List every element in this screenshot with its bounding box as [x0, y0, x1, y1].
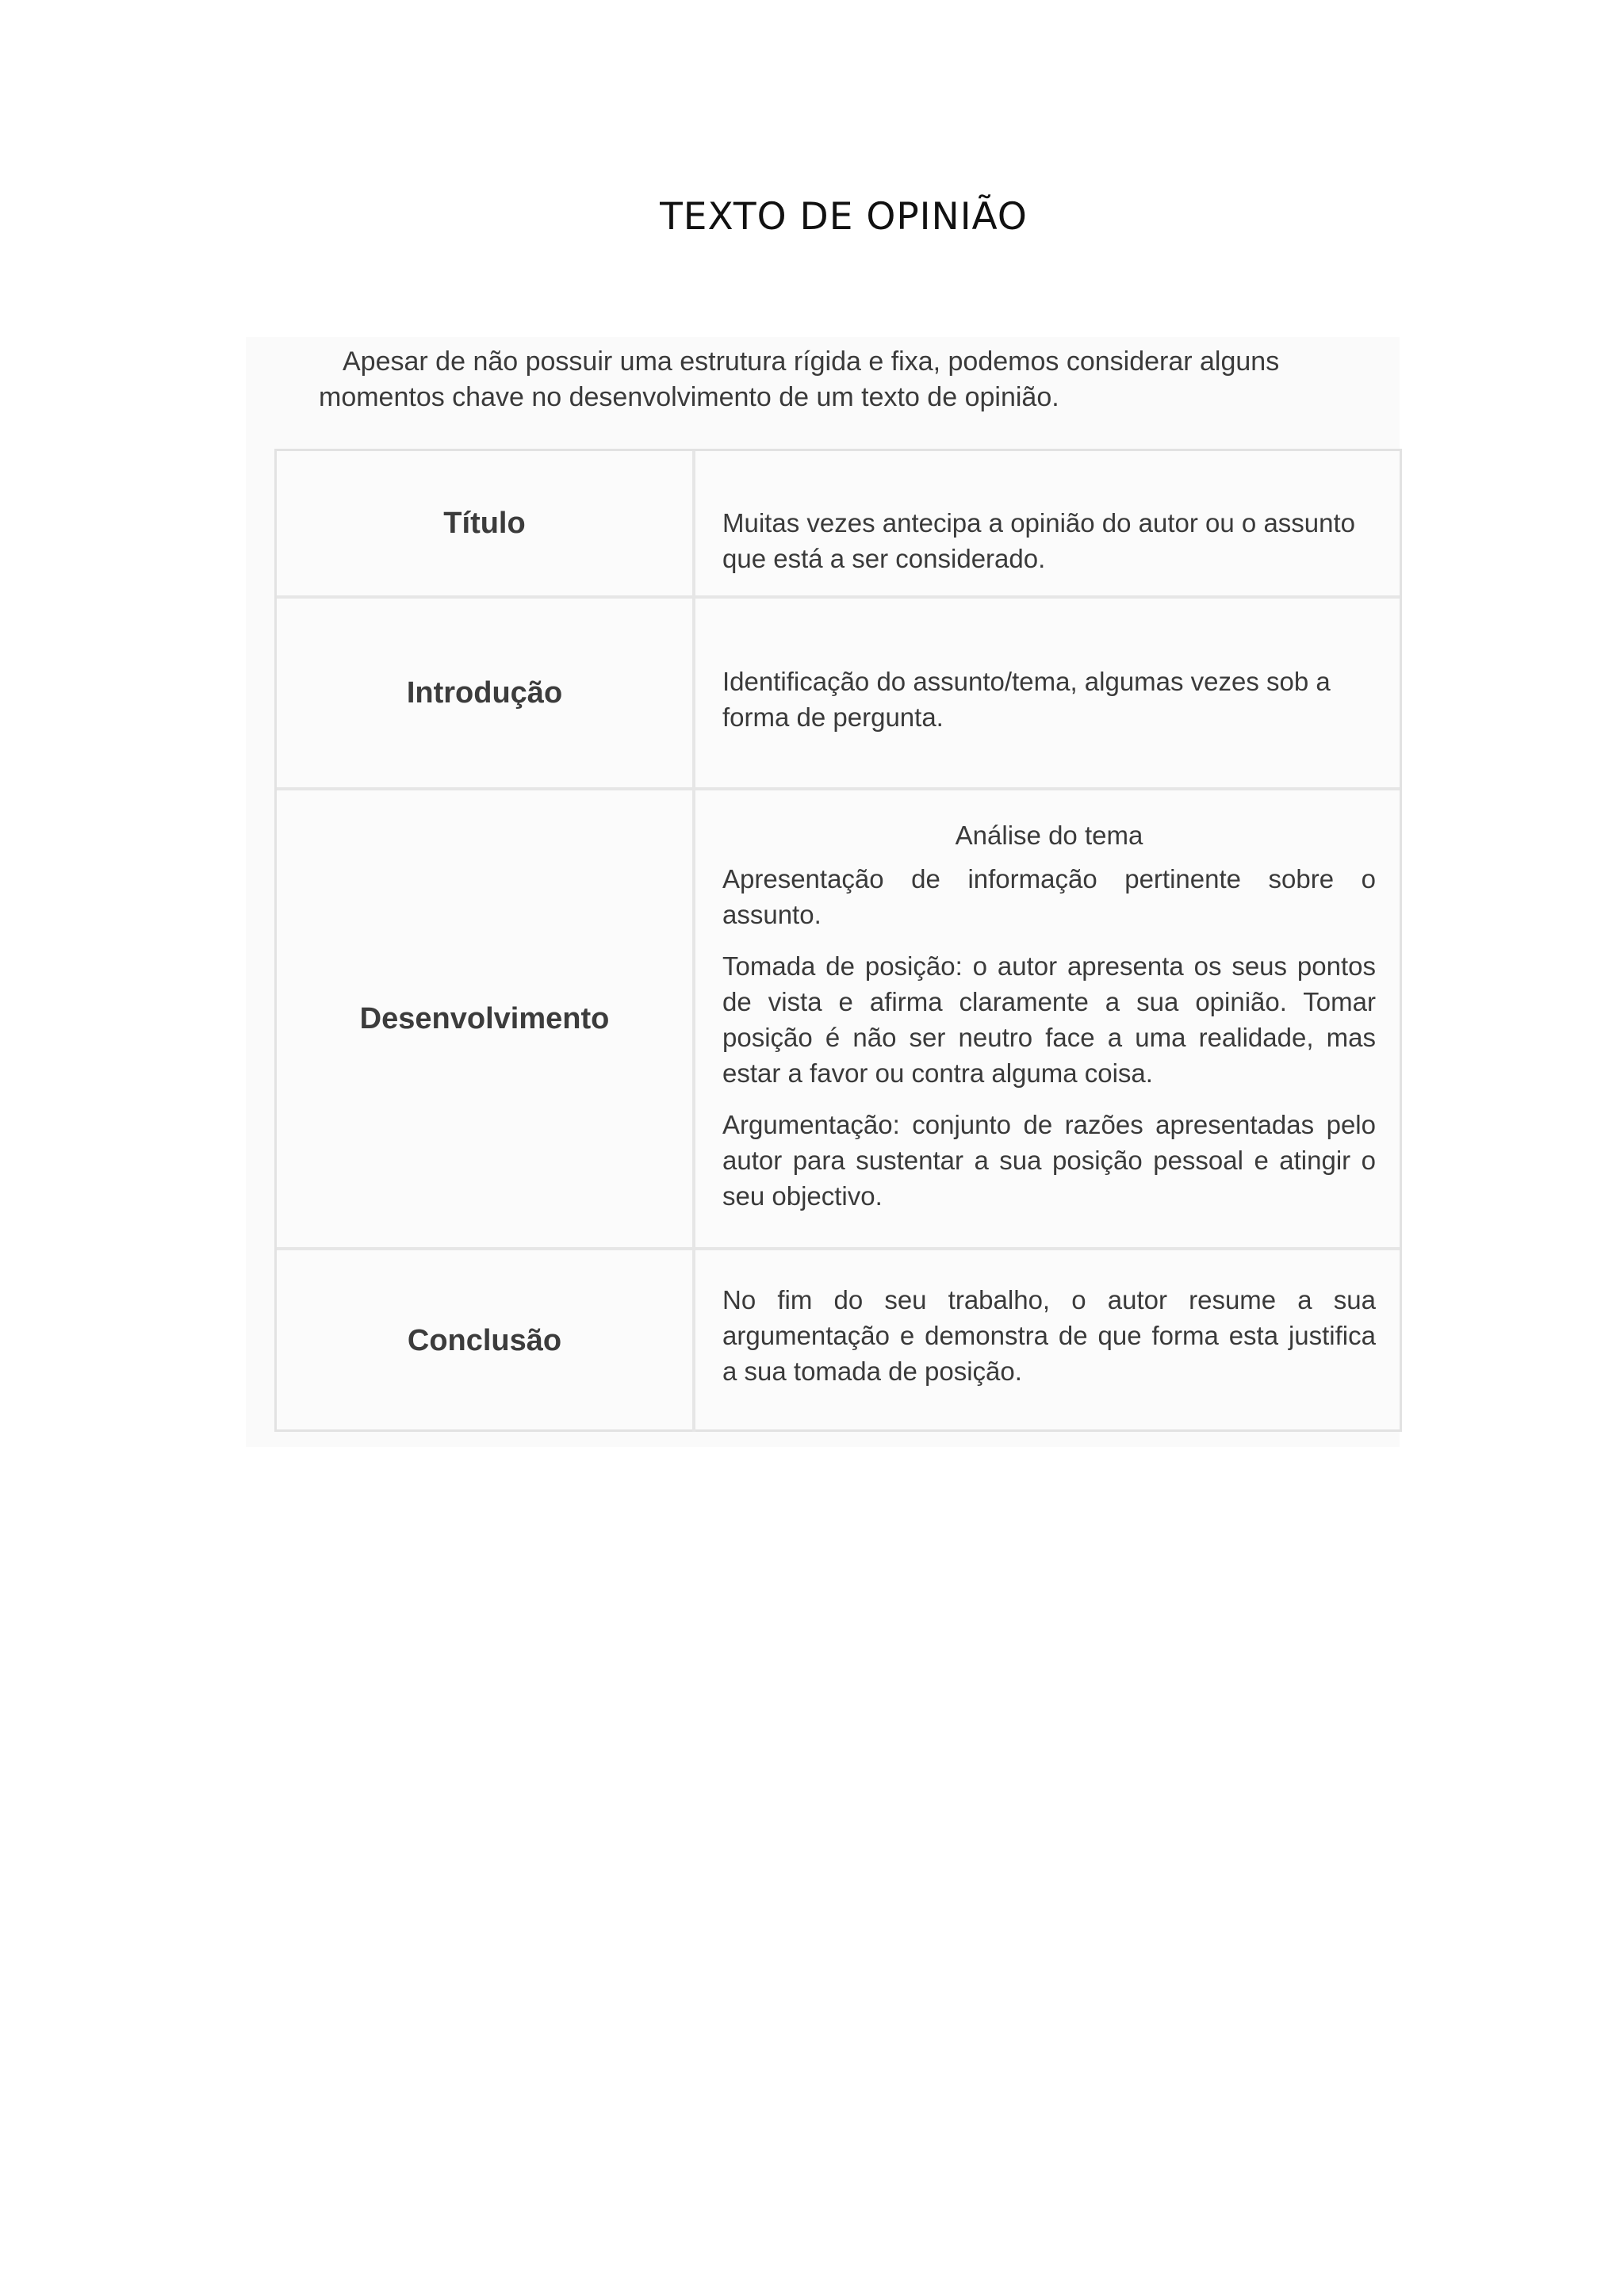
page-title: TEXTO DE OPINIÃO	[660, 195, 1028, 239]
row-description	[695, 451, 1400, 595]
description-text: Identificação do assunto/tema, algumas vezes sob a forma de pergunta.	[722, 667, 1331, 732]
description-text: Muitas vezes antecipa a opinião do autor ou o assunto que está a ser considerado.	[722, 508, 1356, 573]
row-description	[695, 790, 1400, 1247]
row-label: Desenvolvimento	[277, 790, 695, 1247]
description-text: No fim do seu trabalho, o autor resume a sua argumentação e demonstra de que forma esta justifica a sua tomada de posição.	[722, 1285, 1376, 1386]
structure-table	[274, 449, 1402, 1432]
table-row-titulo	[277, 451, 1400, 599]
table-row-desenvolvimento	[277, 790, 1400, 1250]
row-label: Introdução	[277, 599, 695, 787]
row-description	[695, 1250, 1400, 1432]
description-paragraph: Apresentação de informação pertinente sobre o assunto.	[722, 864, 1376, 929]
intro-paragraph: Apesar de não possuir uma estrutura rígida e fixa, podemos considerar alguns momentos chave no desenvolvimento de um texto de opinião.	[319, 346, 1280, 412]
description-paragraph: Tomada de posição: o autor apresenta os seus pontos de vista e afirma claramente a sua opinião. Tomar posição é não ser neutro face a uma realidade, mas estar a favor ou contra alguma coisa.	[722, 951, 1376, 1088]
row-label: Título	[277, 451, 695, 595]
row-label: Conclusão	[277, 1250, 695, 1432]
description-paragraph: Argumentação: conjunto de razões apresentadas pelo autor para sustentar a sua posição pessoal e atingir o seu objectivo.	[722, 1110, 1376, 1211]
table-row-conclusao	[277, 1250, 1400, 1432]
section-heading: Análise do tema	[955, 821, 1143, 850]
row-description	[695, 599, 1400, 787]
table-row-introducao	[277, 599, 1400, 790]
